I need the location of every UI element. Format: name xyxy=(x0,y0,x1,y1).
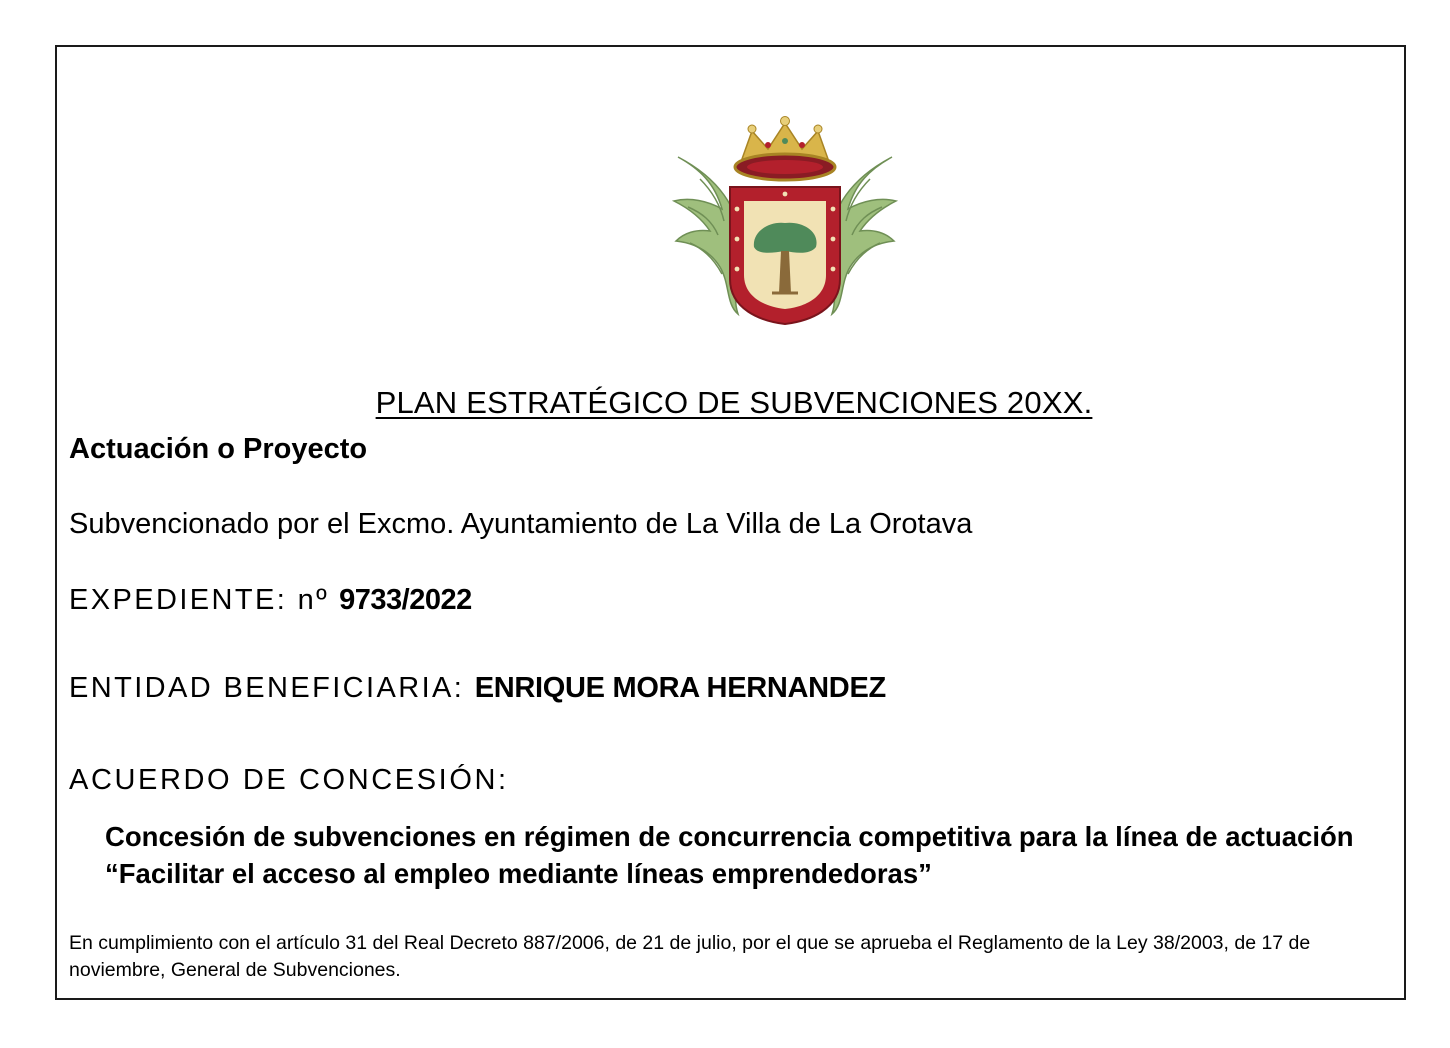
expediente-value: 9733/2022 xyxy=(339,584,472,616)
coat-of-arms-icon xyxy=(660,109,910,334)
page-title: PLAN ESTRATÉGICO DE SUBVENCIONES 20XX. xyxy=(375,385,1093,420)
document-frame xyxy=(55,45,1406,1000)
acuerdo-label: ACUERDO DE CONCESIÓN: xyxy=(69,764,509,796)
section-heading: Actuación o Proyecto xyxy=(69,433,368,465)
entidad-value: ENRIQUE MORA HERNANDEZ xyxy=(474,672,886,704)
legal-footnote: En cumplimiento con el artículo 31 del Real Decreto 887/2006, de 21 de julio, por el que se aprueba el Reglamento de la Ley 38/2003, de 17 de noviembre, General de Subvenciones. xyxy=(69,932,1311,981)
entidad-row xyxy=(69,672,886,705)
acuerdo-text: Concesión de subvenciones en régimen de concurrencia competitiva para la línea de actuación “Facilitar el acceso al empleo mediante líneas emprendedoras” xyxy=(105,821,1354,889)
subsidized-by-text: Subvencionado por el Excmo. Ayuntamiento de La Villa de La Orotava xyxy=(69,508,973,540)
expediente-label: EXPEDIENTE: nº xyxy=(69,584,330,616)
entidad-label: ENTIDAD BENEFICIARIA: xyxy=(69,672,475,704)
expediente-row xyxy=(69,584,472,617)
